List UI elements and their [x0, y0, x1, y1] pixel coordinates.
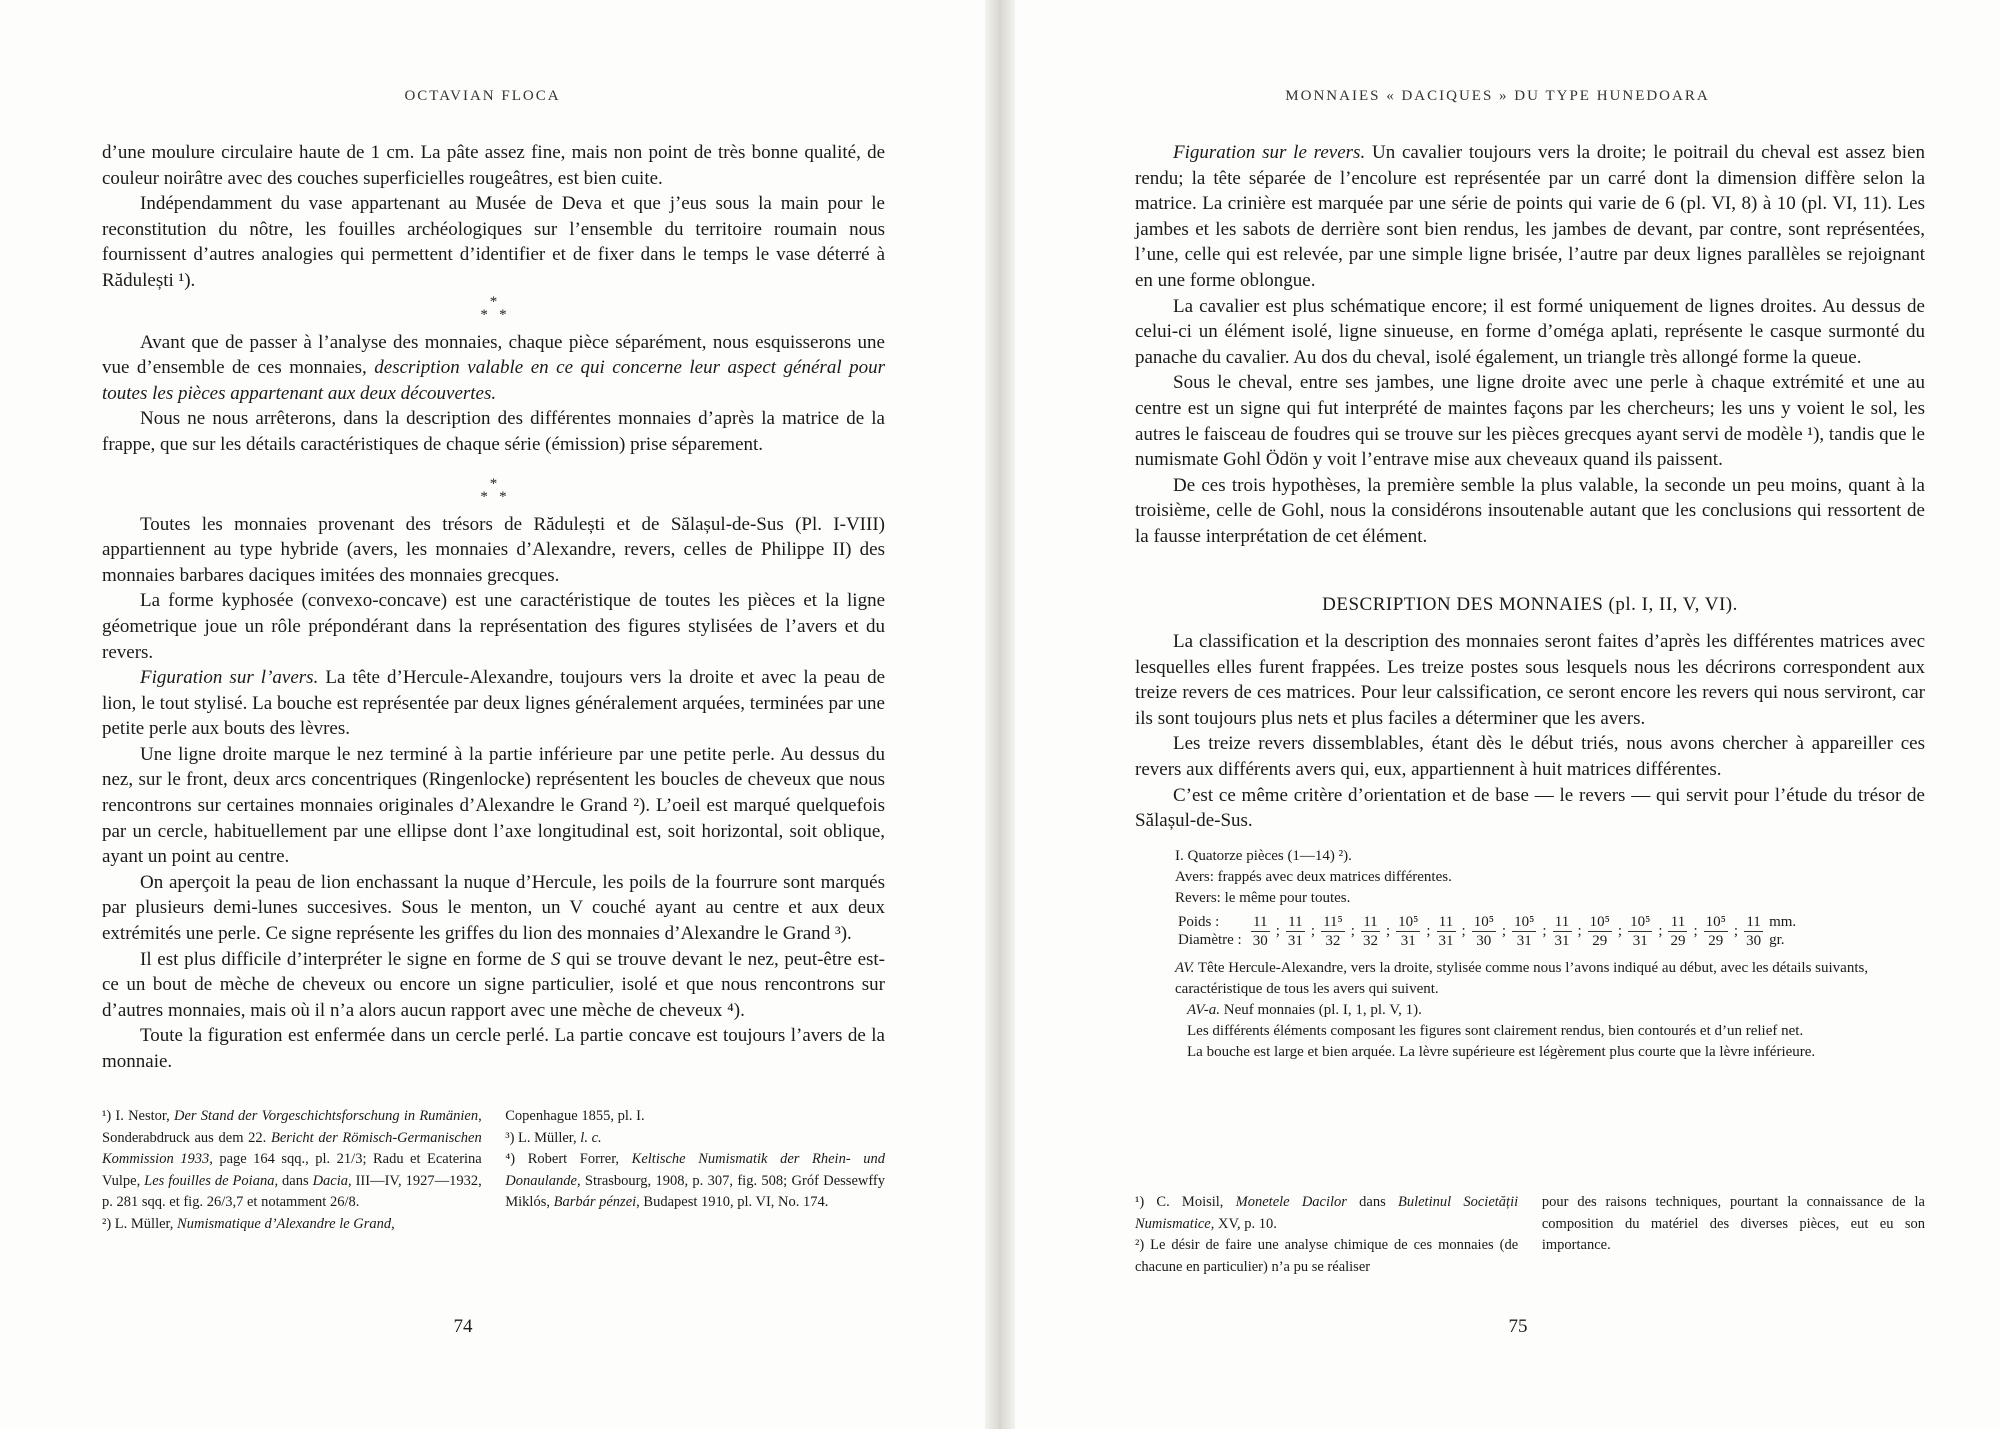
weight-value: 11 — [1361, 913, 1380, 932]
page-number: 75 — [1508, 1316, 1528, 1337]
diameter-value: 29 — [1708, 932, 1724, 949]
weight-value: 10⁵ — [1398, 913, 1419, 930]
measurement-cell — [1625, 913, 1655, 950]
paragraph: La forme kyphosée (convexo-concave) est une caractéristique de toutes les pièces et la ligne géometrique joue un rôle prépondérant dans la représentation des figures stylisées de l’avers et du revers. — [102, 590, 885, 663]
diameter-value: 32 — [1362, 932, 1378, 949]
measurement-cell — [1509, 913, 1539, 950]
weight-value: 11 — [1668, 913, 1687, 932]
weight-value: 11 — [1251, 913, 1270, 932]
measurement-cell — [1318, 913, 1348, 950]
diameter-value: 29 — [1670, 932, 1686, 949]
footnote-1: ¹) C. Moisil, Monetele Dacilor dans Buletinul Societății Numismatice, XV, p. 10. — [1135, 1194, 1519, 1232]
separator: ; — [1577, 923, 1582, 940]
paragraph — [1135, 140, 1925, 294]
separator: ; — [1617, 923, 1623, 940]
poids-label: Poids : — [1178, 914, 1220, 931]
right-page — [1015, 0, 2000, 1429]
separator: ; — [1426, 923, 1431, 940]
diameter-value: 32 — [1325, 932, 1341, 949]
page-number: 74 — [453, 1316, 473, 1337]
text-span: Avant que de passer à l’analyse des monnaies, chaque pièce séparément, nous esquisserons une vue d’ensemble de ces monnaies, — [102, 331, 885, 379]
measurement-cell — [1665, 913, 1690, 950]
text-span: qui se trouve devant le nez, peut-être est-ce un bout de mèche de cheveux ou encore un signe particulier, isolé et que nous rencontrons sur d’autres monnaies, mais où il n’a alors aucun rapport avec une mèche de cheveux ⁴). — [102, 948, 886, 1021]
unit-gr: gr. — [1769, 932, 1785, 949]
separator: ; — [1542, 923, 1547, 940]
units — [1766, 913, 1799, 950]
measurement-cell — [1469, 913, 1499, 950]
unit-mm: mm. — [1769, 914, 1797, 931]
italic-span: S — [551, 948, 561, 970]
separator: ; — [1275, 923, 1280, 940]
running-head-author: OCTAVIAN FLOCA — [404, 88, 561, 104]
footnote-3: ³) L. Müller, l. c. — [505, 1129, 602, 1146]
italic-span: description valable en ce qui concerne leur aspect général pour toutes les pièces appartenant aux deux découvertes. — [102, 357, 885, 404]
text-span: Un cavalier toujours vers la droite; le poitrail du cheval est assez bien rendu; la tête séparée de l’encolure est représentée par un carré dont la dimension diffère selon la matrice. La crinière est marquée par une série de points qui varie de 6 (pl. VI, 8) à 10 (pl. VI, 11). Les jambes et les sabots de derrière sont bien rendus, les jambes de devant, par contre, sont représentées, l’une, celle qui est relevée, par une simple ligne brisée, l’autre par deux lignes parallèles se rejoignant en une forme oblongue. — [1135, 142, 1925, 291]
measurement-cell — [1393, 913, 1423, 950]
diameter-value: 30 — [1252, 932, 1268, 949]
avers-a-line: La bouche est large et bien arquée. La lèvre supérieure est légèrement plus courte que la lèvre inférieure. — [1187, 1043, 1816, 1060]
paragraph: Une ligne droite marque le nez terminé à la partie inférieure par une petite perle. Au dessus du nez, sur le front, deux arcs concentriques (Ringenlocke) représentent les boucles de cheveux que nous rencontrons sur certaines monnaies originales d’Alexandre le Grand ²). L’oeil est marqué quelquefois par un cercle, habituellement par une ellipse dont l’axe longitudinal est, soit horizontal, soit oblique, ayant un point au centre. — [102, 743, 885, 868]
coin-revers-line: Revers: le même pour toutes. — [1175, 889, 1351, 906]
paragraph: Sous le cheval, entre ses jambes, une ligne droite avec une perle à chaque extrémité et une au centre est un signe qui fut interprété de maintes façons par les chercheurs; les uns y voient le sol, les autres le faisceau de foudres qui se trouve sur les pièces grecques ayant servi de modèle ¹), tandis que le numismate Gohl Ödön y voit l’entrave mise aux cheveaux quand ils paissent. — [1135, 372, 1925, 471]
weight-value: 11 — [1553, 913, 1572, 932]
paragraph: Indépendamment du vase appartenant au Musée de Deva et que j’eus sous la main pour le reconstitution du nôtre, les fouilles archéologiques sur l’ensemble du territoire roumain nous fournissent d’autres analogies qui permettent d’identifier et de fixer dans le temps le vase déterré à Rădulești ¹). — [102, 193, 885, 291]
diameter-value: 31 — [1516, 932, 1532, 949]
measurement-cell — [1550, 913, 1575, 950]
diameter-value: 31 — [1400, 932, 1416, 949]
separator: ; — [1733, 923, 1739, 940]
paragraph: La cavalier est plus schématique encore; il est formé uniquement de lignes droites. Au dessus de celui-ci un élément isolé, ligne sinueuse, en forme d’oméga aplati, représente le casque surmonté du panache du cavalier. Au dos du cheval, isolé également, un triangle très allongé forme la queue. — [1135, 295, 1925, 368]
paragraph: Toute la figuration est enfermée dans un cercle perlé. La partie concave est toujours l’avers de la monnaie. — [102, 1025, 885, 1072]
avers-general: AV. Tête Hercule-Alexandre, vers la droite, stylisée comme nous l’avons indiqué au début, avec les détails suivants, caractéristique de tous les avers qui suivent. — [1175, 959, 1869, 997]
measurement-cell — [1248, 913, 1273, 950]
separator: ; — [1310, 923, 1316, 940]
left-page — [0, 0, 985, 1429]
measurement-cell — [1741, 913, 1766, 950]
separator: ; — [1461, 923, 1466, 940]
avers-a-title: AV-a. Neuf monnaies (pl. I, 1, pl. V, 1). — [1187, 1001, 1422, 1018]
avers-description — [1135, 958, 1925, 1063]
right-footnotes — [1135, 1192, 1925, 1278]
measurement-cell — [1701, 913, 1731, 950]
footnote-column — [1542, 1192, 1925, 1278]
diameter-value: 30 — [1746, 932, 1762, 949]
footnote-2: ²) L. Müller, Numismatique d’Alexandre le Grand, — [102, 1215, 395, 1232]
footnote-column — [102, 1106, 482, 1235]
weight-value: 10⁵ — [1473, 913, 1494, 930]
book-gutter — [985, 0, 1015, 1429]
weight-value: 10⁵ — [1630, 913, 1651, 930]
paragraph: d’une moulure circulaire haute de 1 cm. La pâte assez fine, mais non point de très bonne qualité, de couleur noirâtre avec des couches superficielles rougeâtres, est bien cuite. — [102, 142, 885, 189]
footnote-2-continued: pour des raisons techniques, pourtant la connaissance de la composition du matériel des diverses pièces, eut eu son importance. — [1541, 1194, 1925, 1253]
measurement-cell — [1283, 913, 1308, 950]
measurement-cell — [1585, 913, 1615, 950]
right-body-text — [1135, 140, 1925, 1063]
diameter-value: 29 — [1592, 932, 1608, 949]
measurement-cell — [1358, 913, 1383, 950]
weight-value: 10⁵ — [1705, 913, 1726, 930]
weight-value: 11 — [1437, 913, 1456, 932]
footnote-column — [1135, 1192, 1518, 1278]
weight-value: 11 — [1286, 913, 1305, 932]
footnote-2: ²) Le désir de faire une analyse chimique de ces monnaies (de chacune en particulier) n’a pu se réaliser — [1135, 1237, 1519, 1275]
coin-description — [1135, 846, 1925, 909]
italic-span: Figuration sur le revers. — [1173, 142, 1366, 163]
measurements-table — [1135, 913, 1925, 950]
paragraph: Toutes les monnaies provenant des trésors de Rădulești et de Sălașul-de-Sus (Pl. I-VIII) appartiennent au type hybride (avers, les monnaies d’Alexandre, revers, celles de Philippe II) des monnaies barbares daciques imitées des monnaies grecques. — [102, 513, 885, 586]
weight-value: 10⁵ — [1589, 913, 1610, 930]
diameter-value: 31 — [1554, 932, 1570, 949]
italic-span: Figuration sur l’avers. — [140, 667, 319, 689]
paragraph: On aperçoit la peau de lion enchassant la nuque d’Hercule, les poils de la fourrure sont marqués par plusieurs demi-lunes succesives. Sous le menton, un V couché ayant au centre et aux deux extrémités une perle. Ce signe représente les griffes du lion des monnaies d’Alexandre le Grand ³). — [102, 871, 885, 945]
coin-group-title: I. Quatorze pièces (1—14) ²). — [1175, 847, 1352, 864]
footnote-4: ⁴) Robert Forrer, Keltische Numismatik der Rhein- und Donaulande, Strasbourg, 1908, p. 307, fig. 508; Gróf Dessewffy Miklós, Barbár pénzei, Budapest 1910, pl. VI, No. 174. — [505, 1151, 885, 1210]
text-span: Il est plus difficile d’interpréter le signe en forme de — [140, 948, 551, 970]
paragraph — [102, 947, 885, 1024]
footnote-column — [505, 1106, 885, 1235]
paragraph: C’est ce même critère d’orientation et de base — le revers — qui servit pour l’étude du trésor de Sălașul-de-Sus. — [1135, 784, 1925, 832]
left-footnotes — [102, 1106, 885, 1235]
weight-value: 10⁵ — [1514, 913, 1535, 930]
text-span: La tête d’Hercule-Alexandre, toujours vers la droite et avec la peau de lion, le tout stylisé. La bouche est représentée par deux lignes généralement arquées, terminées par une petite perle aux bouts des lèvres. — [102, 667, 886, 740]
running-head-title: MONNAIES « DACIQUES » DU TYPE HUNEDOARA — [1285, 88, 1710, 104]
section-heading: DESCRIPTION DES MONNAIES (pl. I, II, V, VI). — [1322, 593, 1738, 615]
measurement-cell — [1434, 913, 1459, 950]
diametre-label: Diamètre : — [1178, 932, 1242, 949]
weight-value: 11⁵ — [1323, 913, 1343, 930]
left-body-text — [102, 140, 885, 1075]
paragraph — [102, 665, 885, 742]
diameter-value: 31 — [1438, 932, 1454, 949]
separator: ; — [1350, 923, 1355, 940]
paragraph: La classification et la description des monnaies seront faites d’après les différentes matrices avec lesquelles elles furent frappées. Les treize postes sous lesquels nous les décrirons correspondent aux treize revers de ces matrices. Pour leur calssification, ce seront encore les revers qui nous serviront, car ils sont toujours plus nets et plus faciles a déterminer que les avers. — [1135, 631, 1925, 729]
coin-avers-line: Avers: frappés avec deux matrices différentes. — [1175, 868, 1452, 885]
paragraph: Les treize revers dissemblables, étant dès le début triés, nous avons chercher à appareiller ces revers aux différents avers qui, eux, appartiennent à huit matrices différentes. — [1135, 733, 1925, 781]
separator: ; — [1658, 923, 1663, 940]
diameter-value: 31 — [1287, 932, 1303, 949]
paragraph — [102, 330, 885, 407]
footnote-2-continued: Copenhague 1855, pl. I. — [505, 1108, 645, 1124]
weight-value: 11 — [1744, 913, 1763, 932]
diameter-value: 31 — [1632, 932, 1648, 949]
footnote-1: ¹) I. Nestor, Der Stand der Vorgeschichtsforschung in Rumänien, Sonderabdruck aus dem 22. Bericht der Römisch-Germanischen Kommission 1933, page 164 sqq., pl. 21/3; Radu et Ecaterina Vulpe, Les fouilles de Poiana, dans Dacia, III—IV, 1927—1932, p. 281 sqq. et fig. 26/3,7 et notamment 26/8. — [102, 1108, 482, 1210]
paragraph: Nous ne nous arrêterons, dans la description des différentes monnaies d’après la matrice de la frappe, que sur les détails caractéristiques de chaque série (émission) prise séparement. — [102, 408, 885, 455]
poids-label — [1175, 913, 1248, 950]
section-divider-stars: * * * — [480, 293, 507, 323]
separator: ; — [1385, 923, 1391, 940]
separator: ; — [1693, 923, 1698, 940]
section-divider-stars: * * * — [480, 475, 507, 505]
paragraph: De ces trois hypothèses, la première semble la plus valable, la seconde un peu moins, quant à la troisième, celle de Gohl, nous la considérons insoutenable autant que les conclusions qui ressortent de la fausse interprétation de cet élément. — [1135, 474, 1925, 547]
diameter-value: 30 — [1476, 932, 1492, 949]
avers-a-line: Les différents éléments composant les figures sont clairement rendus, bien contourés et d’un relief net. — [1187, 1022, 1804, 1039]
separator: ; — [1501, 923, 1507, 940]
